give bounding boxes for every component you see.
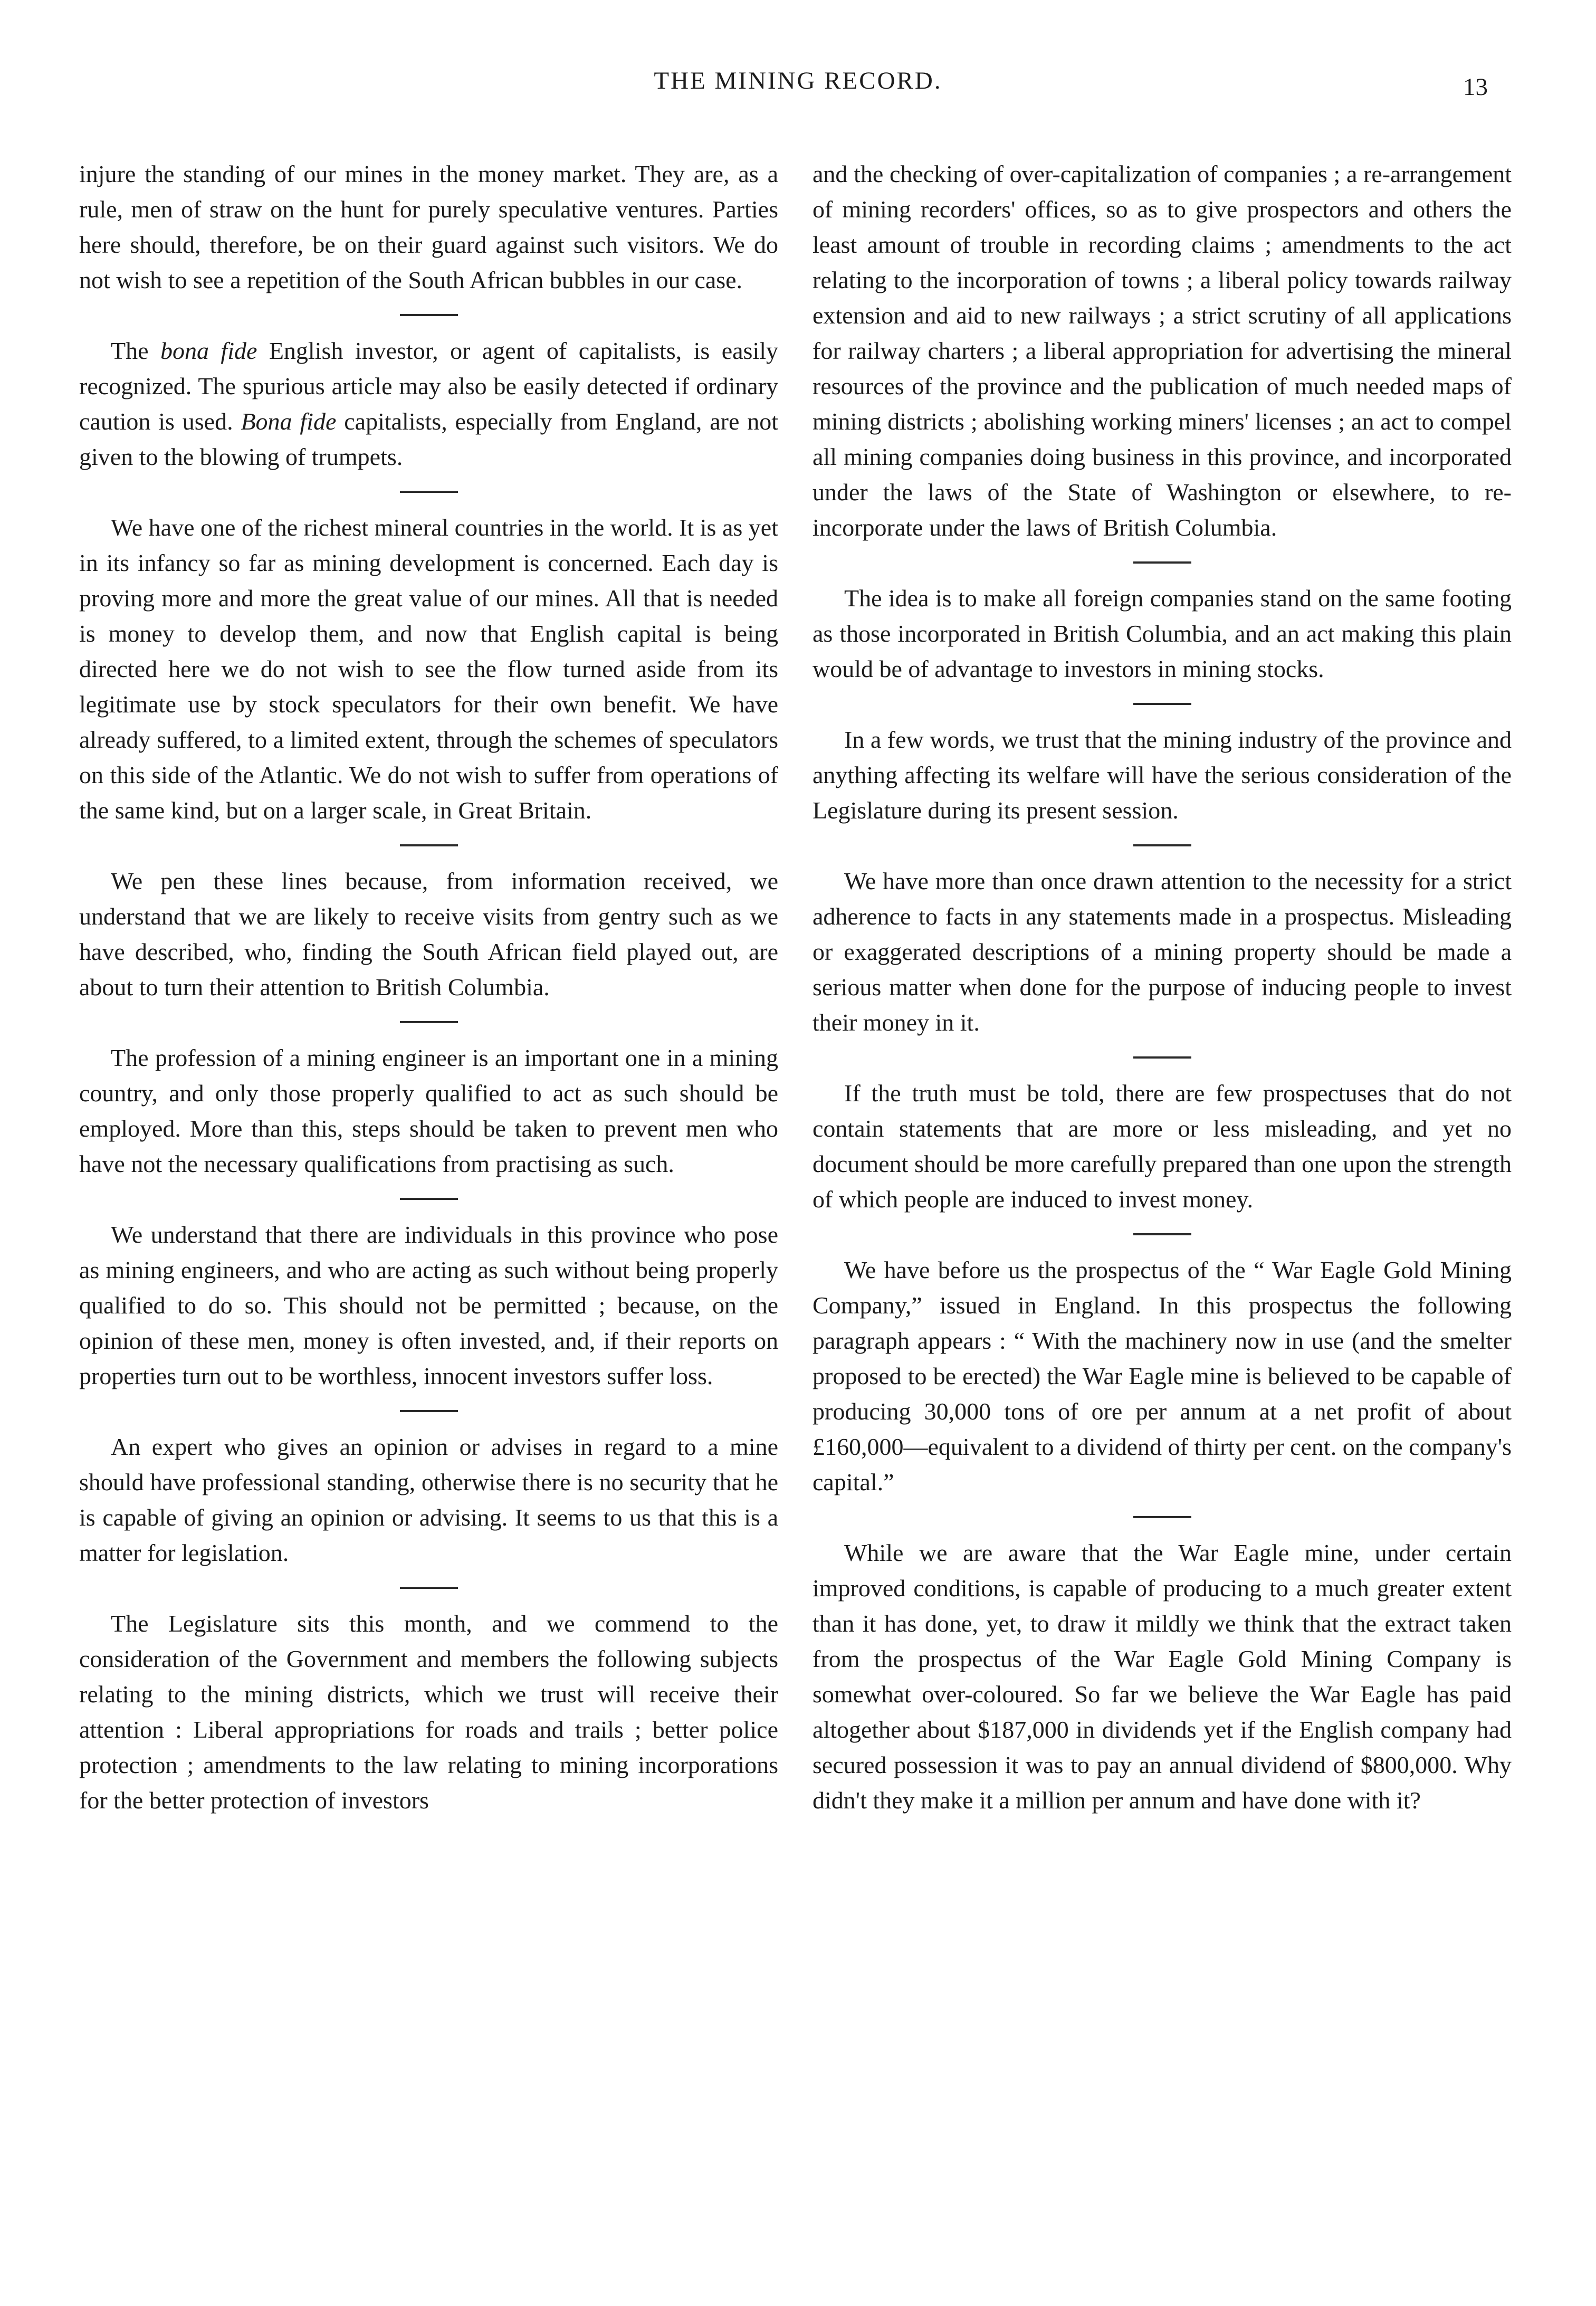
section-divider — [1133, 844, 1191, 846]
section-divider — [400, 844, 458, 846]
paragraph: While we are aware that the War Eagle mine, under certain improved conditions, is capable of producing to a much greater extent than it has done, yet, to draw it mildly we think that the extract taken from the prospectus of the War Eagle Gold Mining Company is somewhat over-coloured. So far we believe the War Eagle has paid altogether about $187,000 in dividends yet if the English company had secured possession it was to pay an annual dividend of $800,000. Why didn't they make it a million per annum and have done with it? — [813, 1539, 1512, 1814]
section-divider — [400, 491, 458, 493]
section-divider — [1133, 1056, 1191, 1059]
section-divider — [1133, 1233, 1191, 1235]
paragraph: and the checking of over-capitalization of companies ; a re-arrangement of mining recorders' offices, so as to give prospectors and others the least amount of trouble in recording claims ; amendments to the act relating to the incorporation of towns ; a liberal policy towards railway extension and aid to new railways ; a strict scrutiny of all applications for railway charters ; a liberal appropriation for advertising the mineral resources of the province and the publication of much needed maps of mining districts ; abolishing working miners' licenses ; an act to compel all mining companies doing business in this province, and incorporated under the laws of the State of Washington or elsewhere, to re-incorporate under the laws of British Columbia. — [813, 160, 1512, 541]
paragraph: The bona fide English investor, or agent of capitalists, is easily recognized. The spurious article may also be easily detected if ordinary caution is used. Bona fide capitalists, especially from England, are not given to the blowing of trumpets. — [79, 337, 779, 470]
paragraph: We understand that there are individuals in this province who pose as mining engineers, and who are acting as such without being properly qualified to do so. This should not be permitted ; because, on the opinion of these men, money is often invested, and, if their reports on properties turn out to be worthless, innocent investors suffer loss. — [79, 1221, 778, 1389]
section-divider — [1133, 703, 1191, 705]
paragraph: If the truth must be told, there are few prospectuses that do not contain statements that are more or less misleading, and yet no document should be more carefully prepared than one upon the strength of which people are induced to invest money. — [813, 1080, 1512, 1213]
paragraph: We have before us the prospectus of the “ War Eagle Gold Mining Company,” issued in England. In this prospectus the following paragraph appears : “ With the machinery now in use (and the smelter proposed to be erected) the War Eagle mine is believed to be capable of producing 30,000 tons of ore per annum at a net profit of about £160,000—equivalent to a dividend of thirty per cent. on the company's capital.” — [813, 1256, 1512, 1495]
paragraph: We pen these lines because, from information received, we understand that we are likely to receive visits from gentry such as we have described, who, finding the South African field played out, are about to turn their attention to British Columbia. — [79, 868, 778, 1000]
section-divider — [400, 1587, 458, 1589]
section-divider — [1133, 561, 1191, 564]
italic-term: bona fide — [160, 337, 257, 364]
section-divider — [400, 1021, 458, 1023]
paragraph: The Legislature sits this month, and we commend to the consideration of the Government and members the following subjects relating to the mining districts, which we trust will receive their attention : Liberal appropriations for roads and trails ; better police protection ; amendments to the law relating to mining incorporations for the better protection of investors — [79, 1610, 778, 1814]
running-title: THE MINING RECORD. — [654, 67, 942, 94]
italic-term: Bona fide — [241, 408, 337, 435]
right-column — [813, 156, 1512, 1818]
left-column — [79, 156, 778, 1818]
paragraph: injure the standing of our mines in the money market. They are, as a rule, men of straw on the hunt for purely speculative ventures. Parties here should, therefore, be on their guard against such visitors. We do not wish to see a repetition of the South African bubbles in our case. — [79, 160, 778, 293]
paragraph: We have more than once drawn attention to the necessity for a strict adherence to facts in any statements made in a prospectus. Misleading or exaggerated descriptions of a mining property should be made a serious matter when done for the purpose of inducing people to invest their money in it. — [813, 868, 1512, 1036]
section-divider — [400, 1410, 458, 1412]
page-number: 13 — [1463, 73, 1488, 101]
paragraph: An expert who gives an opinion or advises in regard to a mine should have professional standing, otherwise there is no security that he is capable of giving an opinion or advising. It seems to us that this is a matter for legislation. — [79, 1433, 778, 1566]
section-divider — [1133, 1516, 1191, 1518]
paragraph: We have one of the richest mineral countries in the world. It is as yet in its infancy so far as mining development is concerned. Each day is proving more and more the great value of our mines. All that is needed is money to develop them, and now that English capital is being directed here we do not wish to see the flow turned aside from its legitimate use by stock speculators for their own benefit. We have already suffered, to a limited extent, through the schemes of speculators on this side of the Atlantic. We do not wish to suffer from operations of the same kind, but on a larger scale, in Great Britain. — [79, 514, 778, 824]
page-header — [0, 62, 1596, 99]
paragraph: The profession of a mining engineer is an important one in a mining country, and only those properly qualified to act as such should be employed. More than this, steps should be taken to prevent men who have not the necessary qualifications from practising as such. — [79, 1044, 778, 1177]
paragraph: The idea is to make all foreign companies stand on the same footing as those incorporated in British Columbia, and an act making this plain would be of advantage to investors in mining stocks. — [813, 585, 1512, 682]
section-divider — [400, 314, 458, 316]
section-divider — [400, 1198, 458, 1200]
paragraph: In a few words, we trust that the mining industry of the province and anything affecting its welfare will have the serious consideration of the Legislature during its present session. — [813, 726, 1512, 824]
